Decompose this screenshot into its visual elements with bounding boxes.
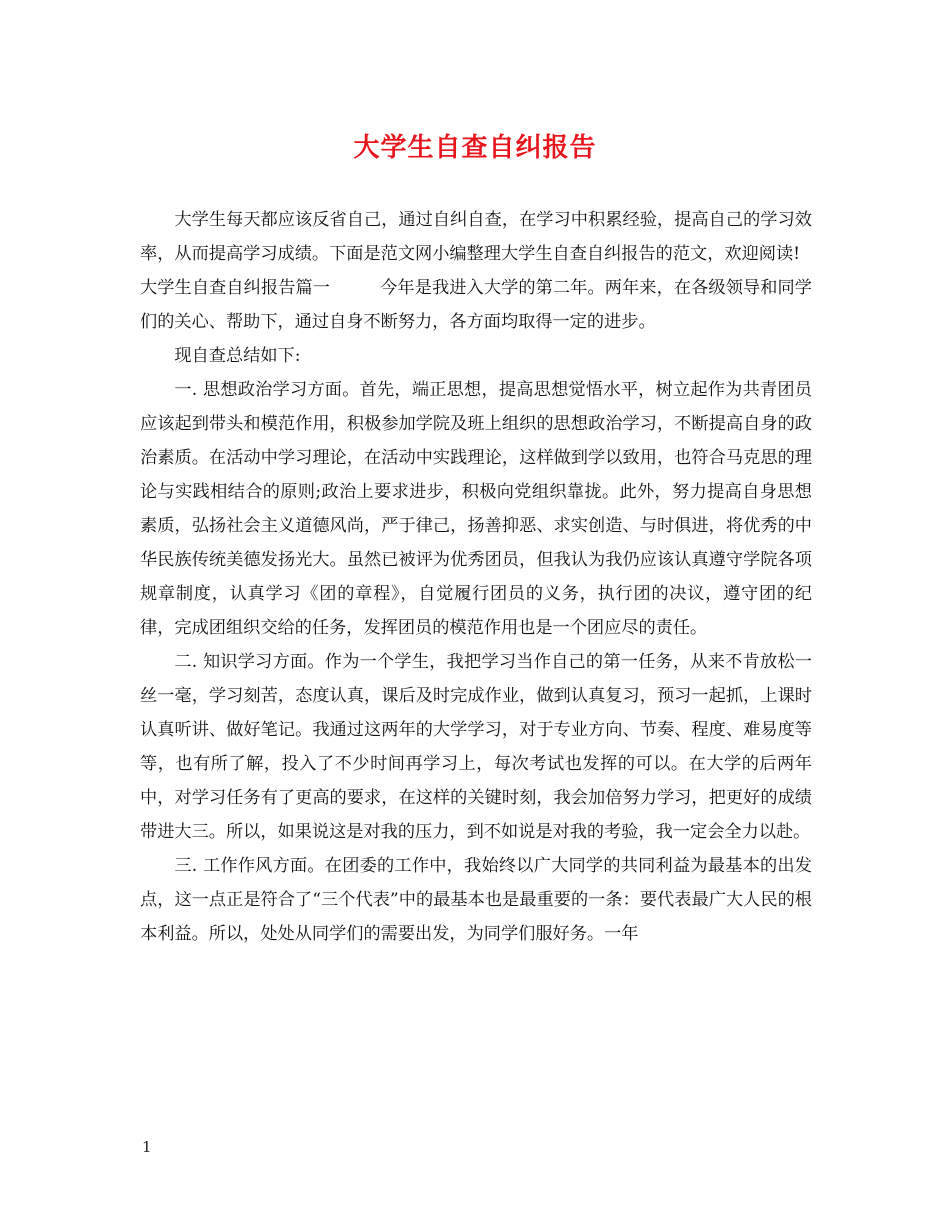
page-number: 1 xyxy=(142,1138,152,1156)
summary-line: 现自查总结如下: xyxy=(174,346,301,366)
section-heading: 大学生自查自纠报告篇一 xyxy=(140,278,331,298)
point-1-paragraph: 一. 思想政治学习方面。首先，端正思想，提高思想觉悟水平，树立起作为共青团员应该起到带头和模范作用，积极参加学院及班上组织的思想政治学习，不断提高自身的政治素质。在活动中学习理论，在活动中实践理论，这样做到学以致用，也符合马克思的理论与实践相结合的原则;政治上要求进步，积极向党组织靠拢。此外，努力提高自身思想素质，弘扬社会主义道德风尚，严于律己，扬善抑恶、求实创造、与时俱进，将优秀的中华民族传统美德发扬光大。虽然已被评为优秀团员，但我认为我仍应该认真遵守学院各项规章制度，认真学习《团的章程》，自觉履行团员的义务，执行团的决议，遵守团的纪律，完成团组织交给的任务，发挥团员的模范作用也是一个团应尽的责任。 xyxy=(140,380,812,638)
document-body xyxy=(140,203,812,951)
point-3-paragraph: 三. 工作作风方面。在团委的工作中，我始终以广大同学的共同利益为最基本的出发点，这一点正是符合了“三个代表”中的最基本也是最重要的一条：要代表最广大人民的根本利益。所以，处处从同学们的需要出发，为同学们服好务。一年 xyxy=(140,856,812,944)
document-title: 大学生自查自纠报告 xyxy=(353,133,597,163)
section-lead: 今年是我进入大学的第二年。两年来，在各级领导和同学们的关心、帮助下，通过自身不断努力，各方面均取得一定的进步。 xyxy=(140,278,812,332)
section-paragraph xyxy=(140,271,812,339)
point-2-paragraph: 二. 知识学习方面。作为一个学生，我把学习当作自己的第一任务，从来不肯放松一丝一毫，学习刻苦，态度认真，课后及时完成作业，做到认真复习，预习一起抓，上课时认真听讲、做好笔记。我通过这两年的大学学习，对于专业方向、节奏、程度、难易度等等，也有所了解，投入了不少时间再学习上，每次考试也发挥的可以。在大学的后两年中，对学习任务有了更高的要求，在这样的关键时刻，我会加倍努力学习，把更好的成绩带进大三。所以，如果说这是对我的压力，到不如说是对我的考验，我一定会全力以赴。 xyxy=(140,652,812,842)
intro-paragraph: 大学生每天都应该反省自己，通过自纠自查，在学习中积累经验，提高自己的学习效率，从而提高学习成绩。下面是范文网小编整理大学生自查自纠报告的范文，欢迎阅读! xyxy=(140,210,812,264)
